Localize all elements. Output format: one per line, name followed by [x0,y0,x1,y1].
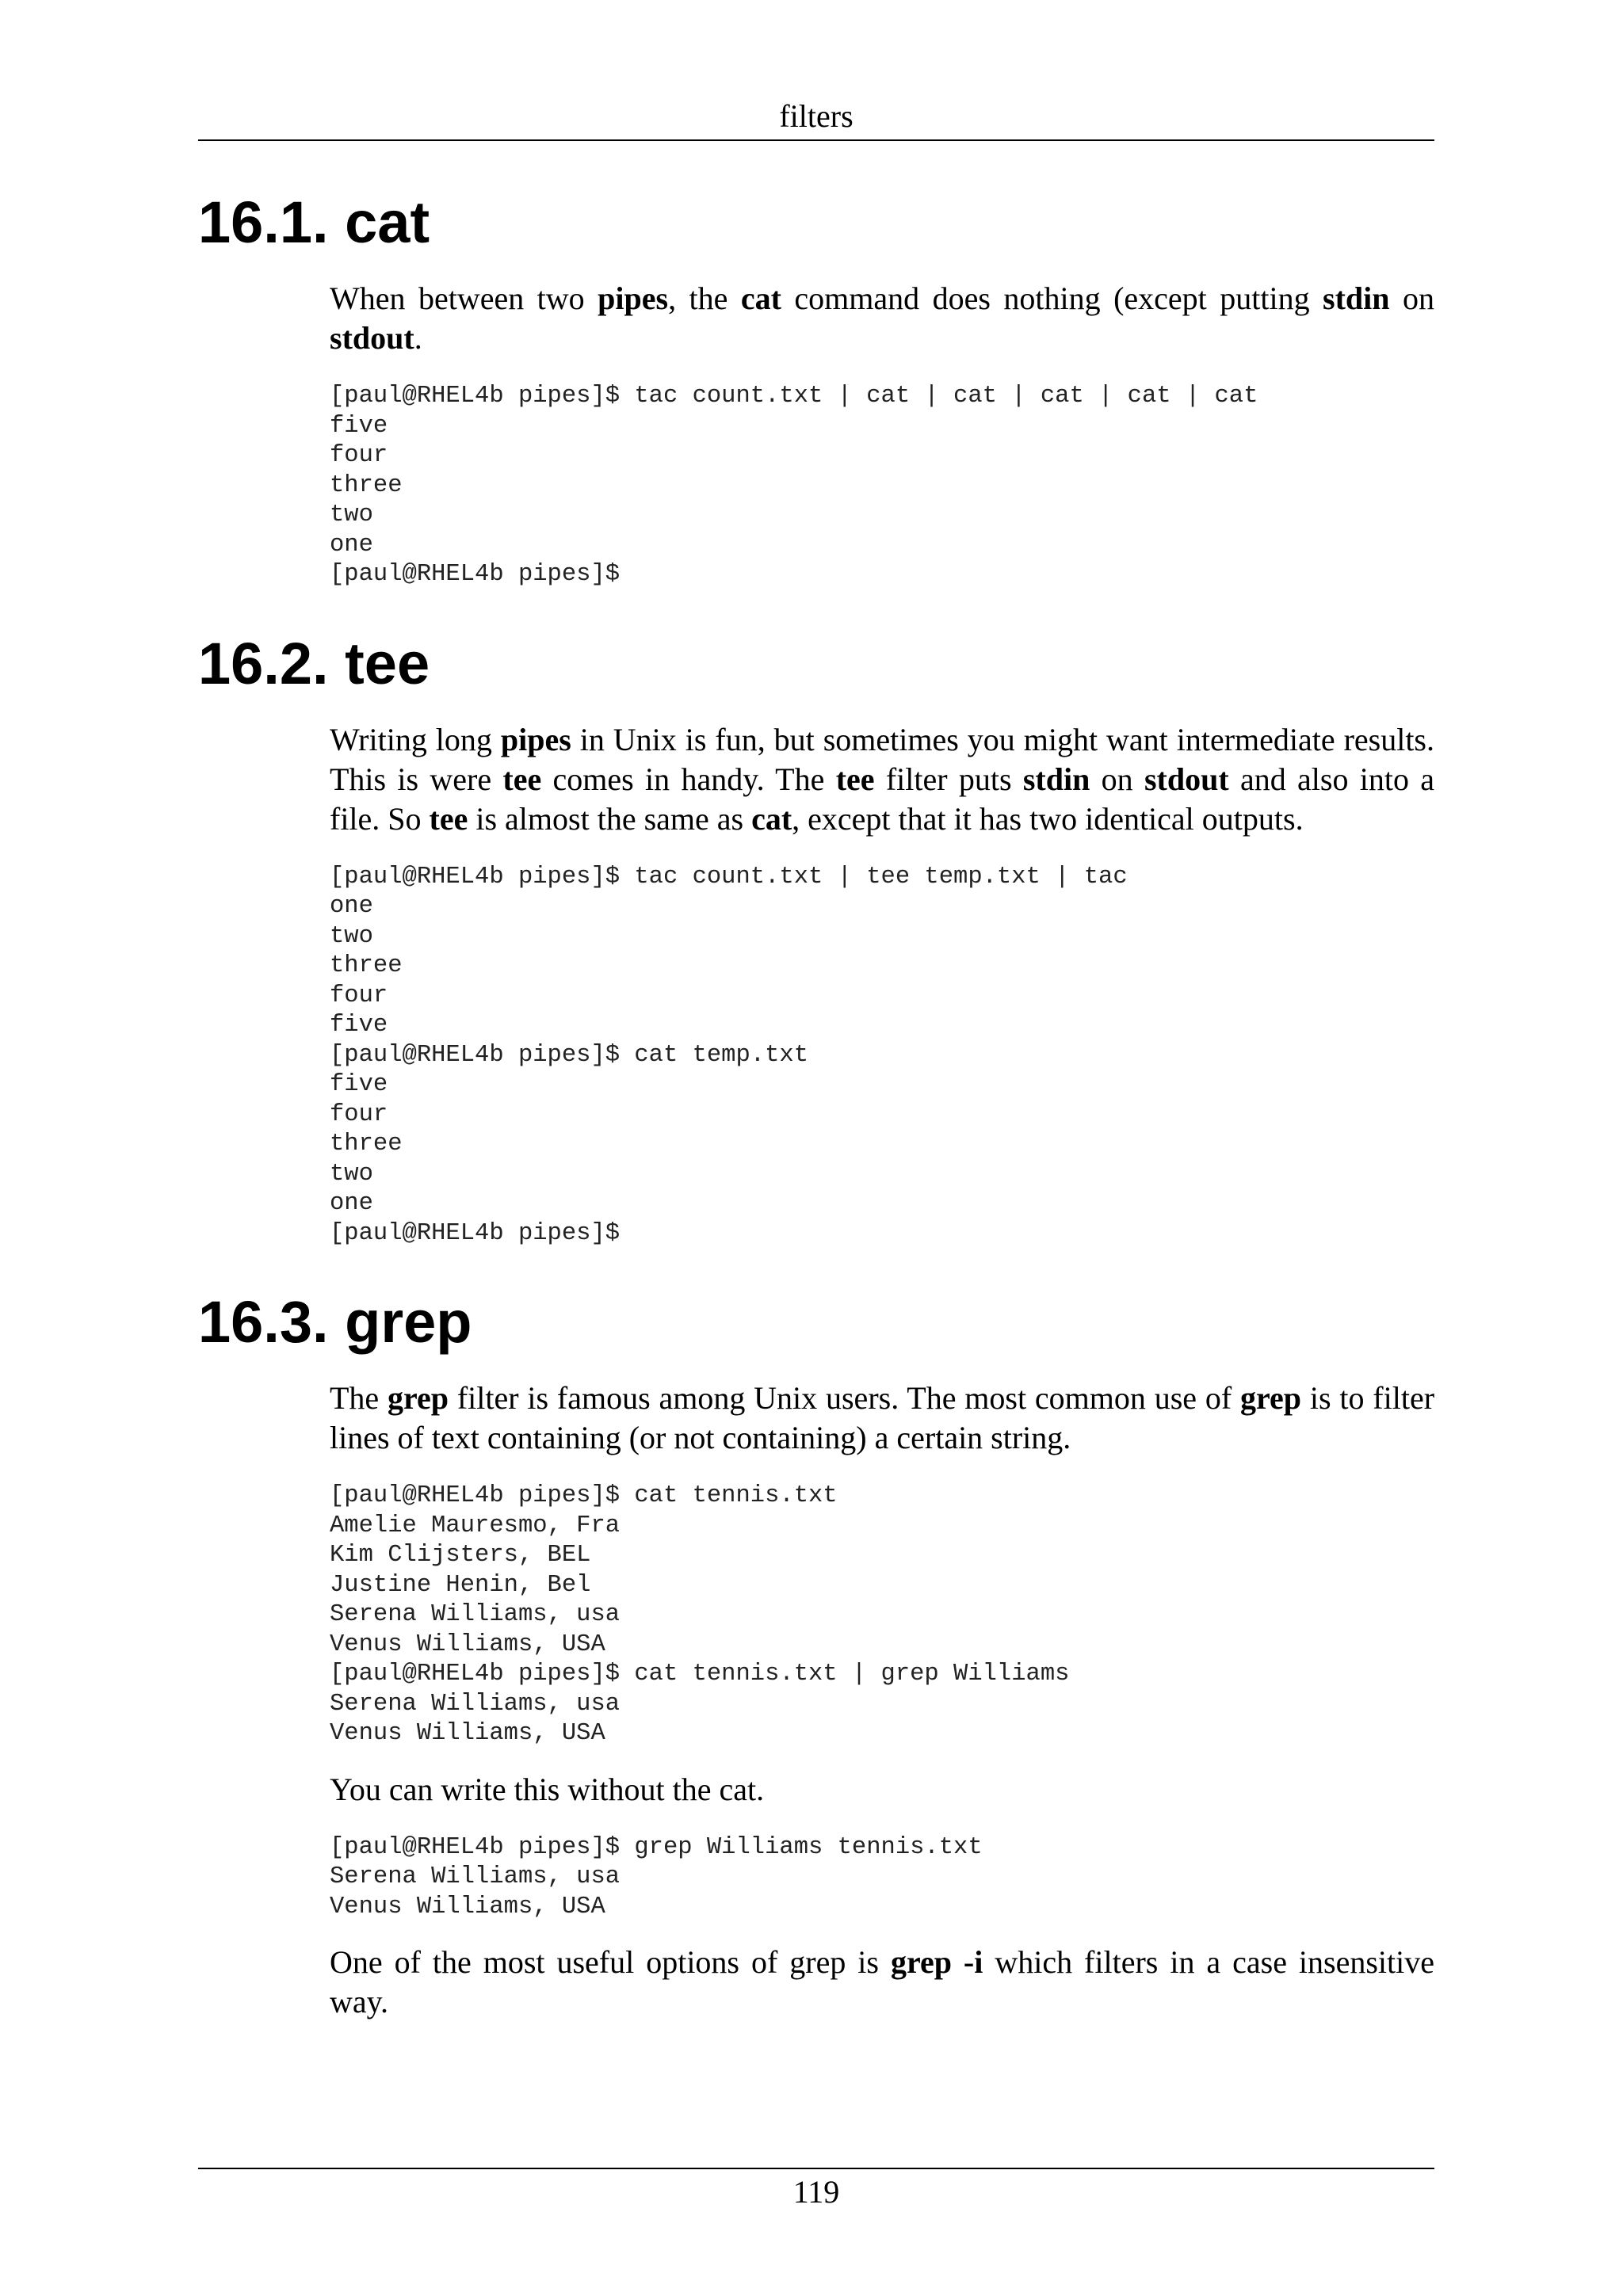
bold-term: stdout [1144,761,1229,797]
text-run: Writing long [330,721,501,757]
text-run: which filters in a case insensitive way. [330,1944,1435,2019]
text-run: filter puts [874,761,1023,797]
text-run: in Unix is fun, but sometimes you might want intermediate results. This is were [330,721,1435,797]
bold-term: tee [429,800,468,837]
paragraph [330,279,1434,358]
running-header [198,93,1434,141]
text-run: When between two [330,280,598,316]
running-header-title: filters [779,98,854,134]
bold-term: grep -i [890,1944,983,1980]
text-run: One of the most useful options of grep is [330,1944,891,1980]
text-run: filter is famous among Unix users. The most common use of [449,1380,1240,1416]
section-grep [198,1287,1434,2022]
text-run: is to filter lines of text containing (or not containing) a certain string. [330,1380,1435,1455]
code-block: [paul@RHEL4b pipes]$ cat tennis.txt Amelie Mauresmo, Fra Kim Clijsters, BEL Justine Henin, Bel Serena Williams, usa Venus Williams, USA [paul@RHEL4b pipes]$ cat tennis.txt | grep Williams Serena Williams, usa Venus Williams, USA [330,1482,1070,1747]
page-number: 119 [792,2174,840,2210]
text-run: on [1389,280,1435,316]
section-heading: 16.2. tee [198,630,430,696]
section-tee [198,628,1434,1249]
code-block: [paul@RHEL4b pipes]$ grep Williams tennis.txt Serena Williams, usa Venus Williams, USA [330,1833,983,1920]
page-footer [198,2168,1434,2215]
section-heading: 16.3. grep [198,1289,472,1355]
bold-term: tee [502,761,542,797]
page-content [198,187,1434,2022]
section-cat [198,187,1434,590]
text-run: , the [668,280,741,316]
text-run: command does nothing (except putting [781,280,1323,316]
bold-term: cat [751,800,792,837]
bold-term: stdin [1022,761,1090,797]
bold-term: stdin [1323,280,1390,316]
code-block: [paul@RHEL4b pipes]$ tac count.txt | tee temp.txt | tac one two three four five [paul@RHEL4b pipes]$ cat temp.txt five four three two one [paul@RHEL4b pipes]$ [330,863,1128,1247]
section-body [330,1379,1434,2022]
code-block: [paul@RHEL4b pipes]$ tac count.txt | cat | cat | cat | cat | cat five four three two one [paul@RHEL4b pipes]$ [330,383,1258,588]
section-heading: 16.1. cat [198,189,430,255]
text-run: and also into a file. So [330,761,1435,837]
text-run: . [414,320,422,356]
bold-term: tee [835,761,875,797]
bold-term: grep [388,1380,449,1416]
bold-term: pipes [598,280,669,316]
bold-term: cat [740,280,781,316]
bold-term: pipes [500,721,571,757]
text-run: is almost the same as [468,800,752,837]
bold-term: grep [1240,1380,1302,1416]
text-run: on [1090,761,1144,797]
bold-term: stdout [330,320,414,356]
section-body [330,720,1434,1249]
text-run: You can write this without the cat. [330,1771,765,1807]
text-run: , except that it has two identical outputs. [792,800,1304,837]
section-body [330,279,1434,590]
paragraph [330,1943,1434,2022]
paragraph [330,1379,1434,1458]
text-run: comes in handy. The [541,761,836,797]
text-run: The [330,1380,388,1416]
paragraph [330,720,1434,839]
paragraph [330,1770,1434,1810]
